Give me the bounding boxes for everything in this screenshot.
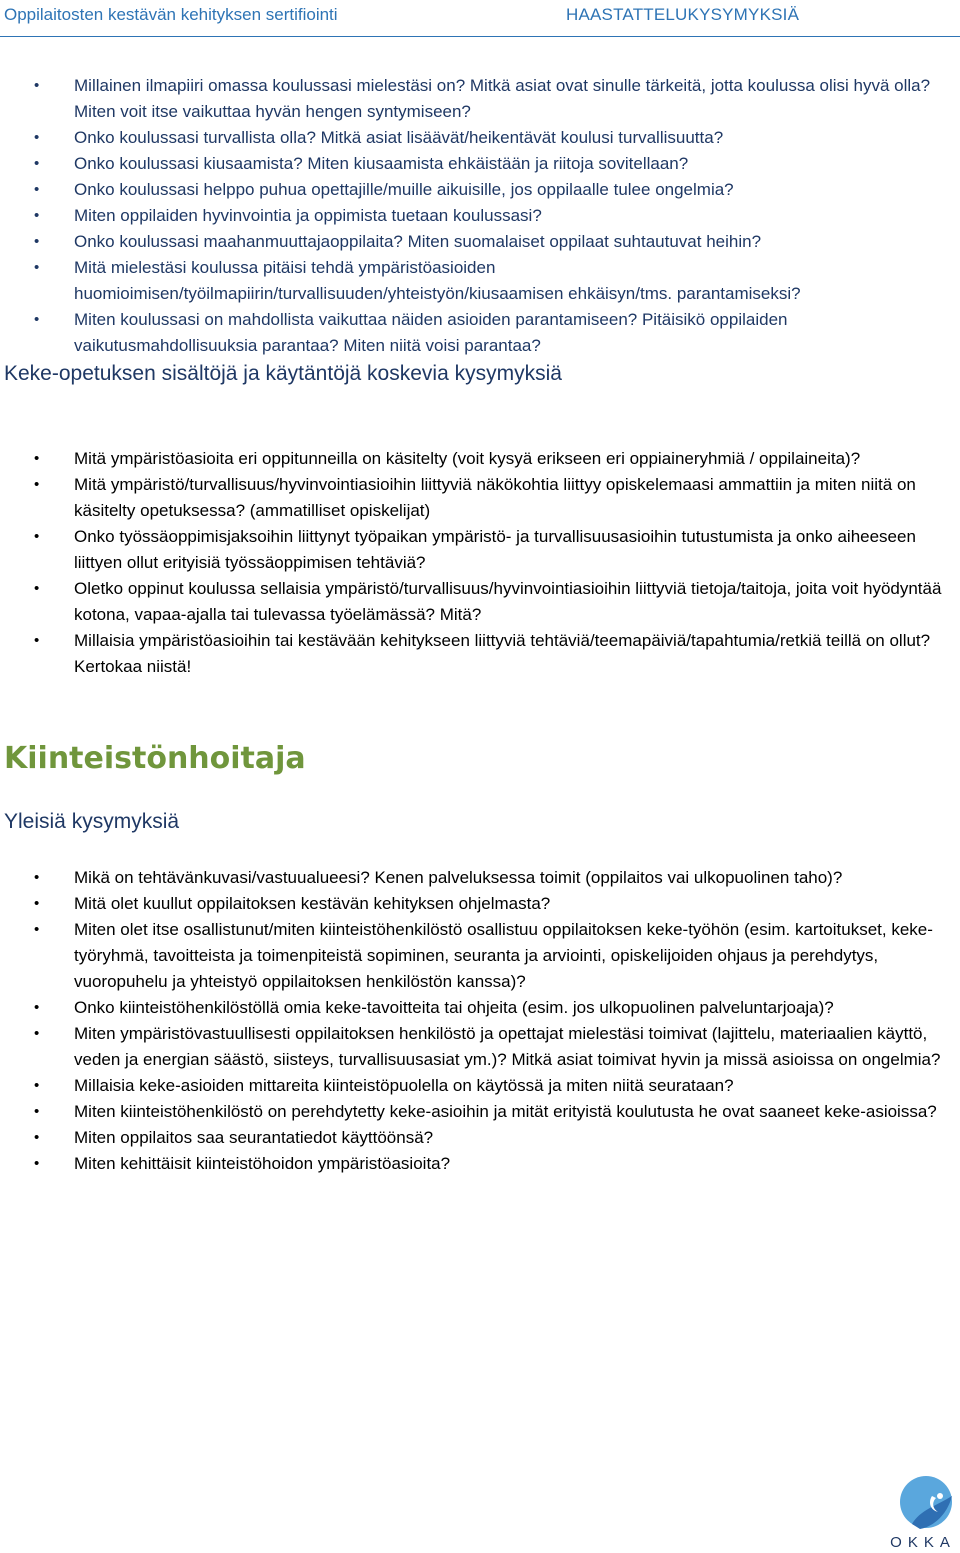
okka-logo-text: OKKA [890,1534,956,1551]
list-item: • Onko koulussasi maahanmuuttajaoppilaita? Miten suomalaiset oppilaat suhtautuvat heihin? [0,229,945,255]
okka-logo [886,1466,960,1553]
list-item: • Onko kiinteistöhenkilöstöllä omia keke-tavoitteita tai ohjeita (esim. jos ulkopuolinen palveluntarjoaja)? [0,995,945,1021]
header-label: HAASTATTELUKYSYMYKSIÄ [566,5,800,24]
okka-logo-icon [886,1466,960,1532]
list-item: • Miten oppilaiden hyvinvointia ja oppimista tuetaan koulussasi? [0,203,945,229]
list-item: • Onko koulussasi kiusaamista? Miten kiusaamista ehkäistään ja riitoja sovitellaan? [0,151,945,177]
question-list-2 [0,446,945,680]
list-item: • Oletko oppinut koulussa sellaisia ympäristö/turvallisuus/hyvinvointiasioihin liittyviä tietoja/taitoja, joita voit hyödyntää kotona, vapaa-ajalla tai tulevassa työelämässä? Mitä? [0,576,945,628]
list-item: • Miten koulussasi on mahdollista vaikuttaa näiden asioiden parantamiseen? Pitäisikö oppilaiden vaikutusmahdollisuuksia parantaa? Miten niitä voisi parantaa? [0,307,945,359]
list-item: • Miten olet itse osallistunut/miten kiinteistöhenkilöstö osallistuu oppilaitoksen keke-työhön (esim. kartoitukset, keke-työryhmä, tavoitteista ja toimenpiteistä sopiminen, seuranta ja arviointi, opiskelijoiden ohjaus ja perehdytys, vuoropuhelu ja yhteistyö oppilaitoksen henkilöstön kanssa)? [0,917,945,995]
list-item: • Mitä ympäristöasioita eri oppitunneilla on käsitelty (voit kysyä erikseen eri oppiaineryhmiä / oppilaineita)? [0,446,945,472]
list-item: • Mikä on tehtävänkuvasi/vastuualueesi? Kenen palveluksessa toimit (oppilaitos vai ulkopuolinen taho)? [0,865,945,891]
list-item: • Millaisia ympäristöasioihin tai kestävään kehitykseen liittyviä tehtäviä/teemapäiviä/tapahtumia/retkiä teillä on ollut? Kertokaa niistä! [0,628,945,680]
list-item: • Miten ympäristövastuullisesti oppilaitoksen henkilöstö ja opettajat mielestäsi toimivat (lajittelu, materiaalien käyttö, veden ja energian säästö, siisteys, turvallisuusasiat ym.)? Mitkä asiat toimivat hyvin ja missä asioissa on ongelmia? [0,1021,945,1073]
page-header [0,0,960,37]
list-item: • Miten kiinteistöhenkilöstö on perehdytetty keke-asioihin ja mität erityistä koulutusta he ovat saaneet keke-asioissa? [0,1099,945,1125]
list-item: • Mitä ympäristö/turvallisuus/hyvinvointiasioihin liittyviä näkökohtia liittyy opiskelemaasi ammattiin ja miten niitä on käsitelty opetuksessa? (ammatilliset opiskelijat) [0,472,945,524]
list-item: • Onko koulussasi turvallista olla? Mitkä asiat lisäävät/heikentävät koulusi turvallisuutta? [0,125,945,151]
heading-kiinteistonhoitaja: Kiinteistönhoitaja [4,741,306,776]
list-item: • Millainen ilmapiiri omassa koulussasi mielestäsi on? Mitkä asiat ovat sinulle tärkeitä, jotta koulussa olisi hyvä olla? Miten voit itse vaikuttaa hyvän hengen syntymiseen? [0,73,945,125]
question-list-3 [0,865,945,1177]
list-item: • Millaisia keke-asioiden mittareita kiinteistöpuolella on käytössä ja miten niitä seurataan? [0,1073,945,1099]
list-item: • Onko työssäoppimisjaksoihin liittynyt työpaikan ympäristö- ja turvallisuusasioihin tutustumista ja onko aiheeseen liittyen ollut erityisiä työssäoppimisen tehtäviä? [0,524,945,576]
section-heading-keke: Keke-opetuksen sisältöjä ja käytäntöjä koskevia kysymyksiä [4,362,562,385]
list-item: • Mitä olet kuullut oppilaitoksen kestävän kehityksen ohjelmasta? [0,891,945,917]
list-item: • Miten kehittäisit kiinteistöhoidon ympäristöasioita? [0,1151,945,1177]
section-heading-yleisia: Yleisiä kysymyksiä [4,810,180,833]
question-list-1 [0,73,945,359]
list-item: • Miten oppilaitos saa seurantatiedot käyttöönsä? [0,1125,945,1151]
header-title: Oppilaitosten kestävän kehityksen sertifiointi [4,5,338,24]
list-item: • Mitä mielestäsi koulussa pitäisi tehdä ympäristöasioiden huomioimisen/työilmapiirin/turvallisuuden/yhteistyön/kiusaamisen ehkäisyn/tms. parantamiseksi? [0,255,945,307]
list-item: • Onko koulussasi helppo puhua opettajille/muille aikuisille, jos oppilaalle tulee ongelmia? [0,177,945,203]
